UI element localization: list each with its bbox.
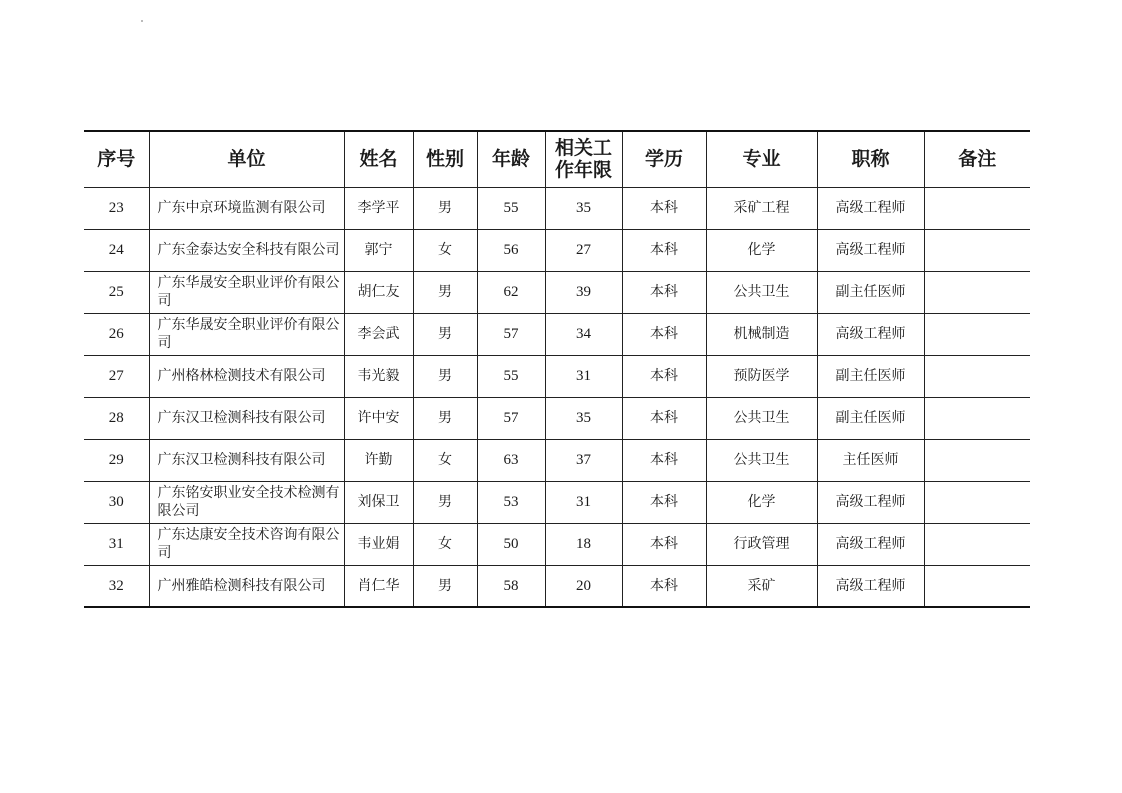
cell-remarks	[924, 271, 1030, 313]
cell-major: 公共卫生	[706, 397, 817, 439]
cell-major: 公共卫生	[706, 439, 817, 481]
header-age: 年龄	[477, 131, 545, 187]
cell-major: 采矿	[706, 565, 817, 607]
cell-unit: 广东华晟安全职业评价有限公司	[149, 313, 344, 355]
cell-major: 机械制造	[706, 313, 817, 355]
cell-seq: 28	[84, 397, 149, 439]
cell-gender: 女	[413, 523, 477, 565]
cell-title: 副主任医师	[817, 271, 924, 313]
cell-title: 高级工程师	[817, 481, 924, 523]
table-row	[84, 397, 1030, 439]
cell-major: 采矿工程	[706, 187, 817, 229]
cell-gender: 女	[413, 439, 477, 481]
cell-major: 公共卫生	[706, 271, 817, 313]
cell-years: 39	[545, 271, 622, 313]
cell-age: 58	[477, 565, 545, 607]
table-row	[84, 439, 1030, 481]
cell-title: 高级工程师	[817, 229, 924, 271]
cell-major: 预防医学	[706, 355, 817, 397]
cell-remarks	[924, 523, 1030, 565]
cell-age: 53	[477, 481, 545, 523]
cell-education: 本科	[622, 355, 706, 397]
cell-years: 35	[545, 187, 622, 229]
cell-age: 57	[477, 397, 545, 439]
header-seq: 序号	[84, 131, 149, 187]
cell-name: 李学平	[344, 187, 413, 229]
cell-education: 本科	[622, 523, 706, 565]
cell-unit: 广州雅皓检测科技有限公司	[149, 565, 344, 607]
cell-major: 化学	[706, 229, 817, 271]
cell-age: 62	[477, 271, 545, 313]
header-remarks: 备注	[924, 131, 1030, 187]
header-education: 学历	[622, 131, 706, 187]
cell-age: 56	[477, 229, 545, 271]
cell-gender: 男	[413, 271, 477, 313]
cell-name: 李会武	[344, 313, 413, 355]
table-row	[84, 355, 1030, 397]
cell-title: 副主任医师	[817, 397, 924, 439]
cell-unit: 广东汉卫检测科技有限公司	[149, 439, 344, 481]
cell-name: 郭宁	[344, 229, 413, 271]
cell-name: 韦业娟	[344, 523, 413, 565]
cell-gender: 女	[413, 229, 477, 271]
cell-seq: 32	[84, 565, 149, 607]
cell-age: 63	[477, 439, 545, 481]
cell-remarks	[924, 565, 1030, 607]
cell-title: 高级工程师	[817, 313, 924, 355]
cell-seq: 31	[84, 523, 149, 565]
cell-unit: 广州格林检测技术有限公司	[149, 355, 344, 397]
cell-remarks	[924, 397, 1030, 439]
cell-gender: 男	[413, 565, 477, 607]
cell-years: 34	[545, 313, 622, 355]
cell-age: 55	[477, 187, 545, 229]
header-title: 职称	[817, 131, 924, 187]
cell-education: 本科	[622, 229, 706, 271]
cell-seq: 29	[84, 439, 149, 481]
cell-education: 本科	[622, 481, 706, 523]
cell-unit: 广东金泰达安全科技有限公司	[149, 229, 344, 271]
header-unit: 单位	[149, 131, 344, 187]
header-major: 专业	[706, 131, 817, 187]
cell-gender: 男	[413, 187, 477, 229]
table-row	[84, 313, 1030, 355]
cell-years: 20	[545, 565, 622, 607]
header-years: 相关工作年限	[545, 131, 622, 187]
cell-seq: 27	[84, 355, 149, 397]
table-row	[84, 565, 1030, 607]
cell-major: 行政管理	[706, 523, 817, 565]
cell-seq: 25	[84, 271, 149, 313]
personnel-table	[84, 130, 1030, 608]
cell-education: 本科	[622, 565, 706, 607]
cell-remarks	[924, 439, 1030, 481]
header-gender: 性别	[413, 131, 477, 187]
cell-education: 本科	[622, 187, 706, 229]
table-row	[84, 187, 1030, 229]
cell-title: 高级工程师	[817, 565, 924, 607]
header-row	[84, 131, 1030, 187]
cell-title: 主任医师	[817, 439, 924, 481]
cell-name: 胡仁友	[344, 271, 413, 313]
cell-remarks	[924, 187, 1030, 229]
cell-seq: 30	[84, 481, 149, 523]
cell-gender: 男	[413, 481, 477, 523]
cell-name: 刘保卫	[344, 481, 413, 523]
cell-gender: 男	[413, 355, 477, 397]
cell-years: 35	[545, 397, 622, 439]
cell-title: 高级工程师	[817, 187, 924, 229]
cell-years: 37	[545, 439, 622, 481]
header-name: 姓名	[344, 131, 413, 187]
cell-name: 许勤	[344, 439, 413, 481]
cell-education: 本科	[622, 397, 706, 439]
cell-education: 本科	[622, 439, 706, 481]
cell-unit: 广东铭安职业安全技术检测有限公司	[149, 481, 344, 523]
cell-unit: 广东汉卫检测科技有限公司	[149, 397, 344, 439]
cell-remarks	[924, 481, 1030, 523]
cell-remarks	[924, 229, 1030, 271]
cell-major: 化学	[706, 481, 817, 523]
cell-remarks	[924, 313, 1030, 355]
table-body	[84, 187, 1030, 607]
cell-gender: 男	[413, 397, 477, 439]
cell-years: 18	[545, 523, 622, 565]
cell-years: 31	[545, 481, 622, 523]
table-row	[84, 481, 1030, 523]
cell-title: 副主任医师	[817, 355, 924, 397]
cell-title: 高级工程师	[817, 523, 924, 565]
cell-years: 27	[545, 229, 622, 271]
cell-age: 50	[477, 523, 545, 565]
cell-seq: 26	[84, 313, 149, 355]
cell-gender: 男	[413, 313, 477, 355]
cell-seq: 23	[84, 187, 149, 229]
cell-unit: 广东达康安全技术咨询有限公司	[149, 523, 344, 565]
cell-years: 31	[545, 355, 622, 397]
cell-name: 韦光毅	[344, 355, 413, 397]
cell-name: 肖仁华	[344, 565, 413, 607]
cell-education: 本科	[622, 313, 706, 355]
cell-education: 本科	[622, 271, 706, 313]
cell-name: 许中安	[344, 397, 413, 439]
cell-remarks	[924, 355, 1030, 397]
cell-age: 55	[477, 355, 545, 397]
table-row	[84, 523, 1030, 565]
cell-seq: 24	[84, 229, 149, 271]
cell-unit: 广东华晟安全职业评价有限公司	[149, 271, 344, 313]
cell-age: 57	[477, 313, 545, 355]
table-row	[84, 229, 1030, 271]
cell-unit: 广东中京环境监测有限公司	[149, 187, 344, 229]
table-row	[84, 271, 1030, 313]
scan-speck	[141, 20, 143, 22]
